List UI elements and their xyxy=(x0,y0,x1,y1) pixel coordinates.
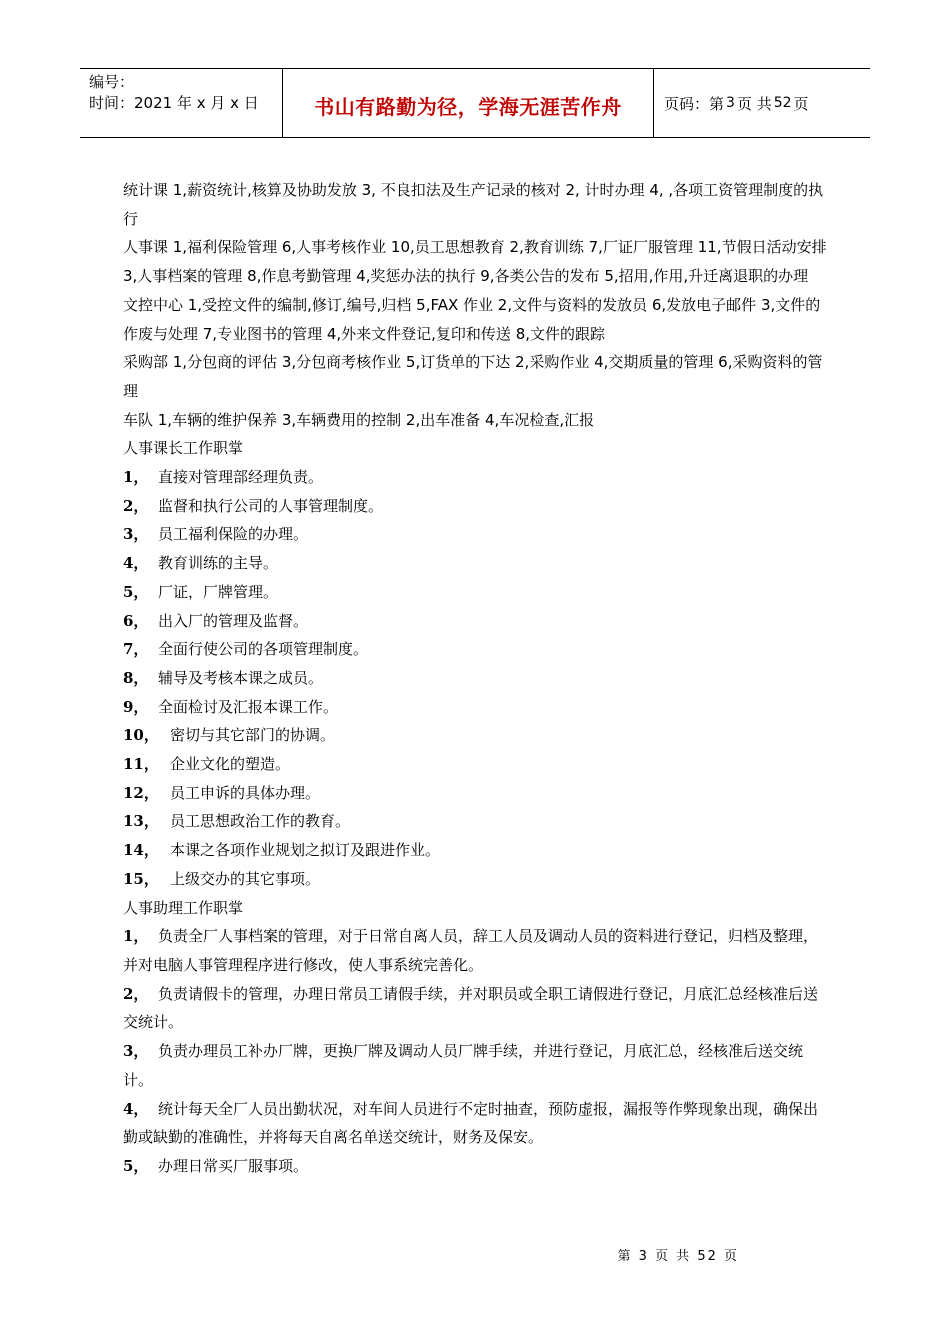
item-number: 1， xyxy=(123,468,149,487)
item-text: 员工思想政治工作的教育。 xyxy=(170,812,351,831)
section-title: 人事课长工作职掌 xyxy=(123,439,244,458)
list-item xyxy=(123,664,830,693)
serial-label: 编号： xyxy=(89,73,135,91)
item-text: 员工福利保险的办理。 xyxy=(158,525,309,544)
item-number: 3， xyxy=(123,525,149,544)
item-number: 9， xyxy=(123,697,149,716)
item-number: 6， xyxy=(123,611,149,630)
item-number: 11， xyxy=(123,755,159,774)
dept-paragraph: 文控中心 1,受控文件的编制,修订,编号,归档 5,FAX 作业 2,文件与资料的发放员 6,发放电子邮件 3,文件的作废与处理 7,专业图书的管理 4,外来文件登记,复印和传送 8,文件的跟踪 xyxy=(123,295,821,343)
dept-paragraph: 车队 1,车辆的维护保养 3,车辆费用的控制 2,出车准备 4,车况检查,汇报 xyxy=(123,410,595,429)
total-pages: 52 xyxy=(773,95,792,111)
item-number: 3， xyxy=(123,1042,149,1061)
page-footer xyxy=(0,1245,950,1264)
item-number: 10， xyxy=(123,726,159,745)
item-text: 负责全厂人事档案的管理，对于日常自离人员，辞工人员及调动人员的资料进行登记，归档及整理，并对电脑人事管理程序进行修改，使人事系统完善化。 xyxy=(123,927,819,974)
item-text: 监督和执行公司的人事管理制度。 xyxy=(158,496,384,515)
dept-paragraph: 统计课 1,薪资统计,核算及协助发放 3, 不良扣法及生产记录的核对 2, 计时办理 4, ,各项工资管理制度的执行 xyxy=(123,181,824,228)
list-item xyxy=(123,549,830,578)
item-number: 1， xyxy=(123,927,149,946)
list-item xyxy=(123,807,830,836)
header-page-info xyxy=(654,69,870,137)
dept-paragraph: 人事课 1,福利保险管理 6,人事考核作业 10,员工思想教育 2,教育训练 7,厂证厂服管理 11,节假日活动安排 3,人事档案的管理 8,作息考勤管理 4,奖惩办法的执行 9,各类公告的发布 5,招用,作用,升迁离退职的办理 xyxy=(123,238,827,286)
item-text: 企业文化的塑造。 xyxy=(170,755,291,774)
item-number: 5， xyxy=(123,1156,149,1175)
item-number: 13， xyxy=(123,812,159,831)
page-middle: 页 共 xyxy=(736,94,772,113)
dept-paragraph: 采购部 1,分包商的评估 3,分包商考核作业 5,订货单的下达 2,采购作业 4,交期质量的管理 6,采购资料的管理 xyxy=(123,353,823,400)
list-item xyxy=(123,922,830,979)
item-text: 办理日常买厂服事项。 xyxy=(158,1156,309,1175)
item-number: 8， xyxy=(123,668,149,687)
item-number: 4， xyxy=(123,1099,149,1118)
item-text: 本课之各项作业规划之拟订及跟进作业。 xyxy=(170,841,441,860)
list-item xyxy=(123,1037,830,1094)
section-title: 人事助理工作职掌 xyxy=(123,898,244,917)
item-text: 厂证，厂牌管理。 xyxy=(158,582,279,601)
date-line: 时间：2021 年 x 月 x 日 xyxy=(89,94,259,112)
item-text: 负责办理员工补办厂牌，更换厂牌及调动人员厂牌手续，并进行登记，月底汇总，经核准后送交统计。 xyxy=(123,1042,804,1089)
footer-page-number: 第 3 页 共 52 页 xyxy=(617,1249,739,1264)
item-text: 全面行使公司的各项管理制度。 xyxy=(158,640,369,659)
list-item xyxy=(123,779,830,808)
current-page: 3 xyxy=(726,95,735,111)
item-number: 7， xyxy=(123,640,149,659)
list-item xyxy=(123,578,830,607)
item-number: 12， xyxy=(123,783,159,802)
item-number: 14， xyxy=(123,841,159,860)
document-body xyxy=(123,176,830,1181)
header-motto-cell xyxy=(282,69,654,137)
list-item xyxy=(123,463,830,492)
list-item xyxy=(123,721,830,750)
item-number: 2， xyxy=(123,496,149,515)
item-text: 出入厂的管理及监督。 xyxy=(158,611,309,630)
item-text: 密切与其它部门的协调。 xyxy=(170,726,336,745)
list-item xyxy=(123,607,830,636)
list-item xyxy=(123,635,830,664)
list-item xyxy=(123,865,830,894)
page-header xyxy=(80,68,870,138)
list-item xyxy=(123,1095,830,1152)
motto: 书山有路勤为径，学海无涯苦作舟 xyxy=(314,94,622,119)
item-text: 统计每天全厂人员出勤状况，对车间人员进行不定时抽查，预防虚报，漏报等作弊现象出现，确保出勤或缺勤的准确性，并将每天自离名单送交统计，财务及保安。 xyxy=(123,1099,819,1147)
item-text: 负责请假卡的管理，办理日常员工请假手续，并对职员或全职工请假进行登记，月底汇总经核准后送交统计。 xyxy=(123,984,819,1032)
list-item xyxy=(123,520,830,549)
item-number: 2， xyxy=(123,984,149,1003)
header-meta xyxy=(80,69,282,137)
item-number: 4， xyxy=(123,554,149,573)
list-item xyxy=(123,980,830,1037)
list-item xyxy=(123,836,830,865)
list-item xyxy=(123,492,830,521)
list-item xyxy=(123,1152,830,1181)
item-text: 员工申诉的具体办理。 xyxy=(170,783,321,802)
page-prefix: 页码：第 xyxy=(664,94,725,113)
item-text: 直接对管理部经理负责。 xyxy=(158,468,324,487)
item-text: 教育训练的主导。 xyxy=(158,554,279,573)
list-item xyxy=(123,693,830,722)
item-text: 上级交办的其它事项。 xyxy=(170,869,321,888)
item-number: 5， xyxy=(123,582,149,601)
item-text: 全面检讨及汇报本课工作。 xyxy=(158,697,339,716)
list-item xyxy=(123,750,830,779)
page-suffix: 页 xyxy=(793,94,809,113)
item-number: 15， xyxy=(123,869,159,888)
item-text: 辅导及考核本课之成员。 xyxy=(158,668,324,687)
